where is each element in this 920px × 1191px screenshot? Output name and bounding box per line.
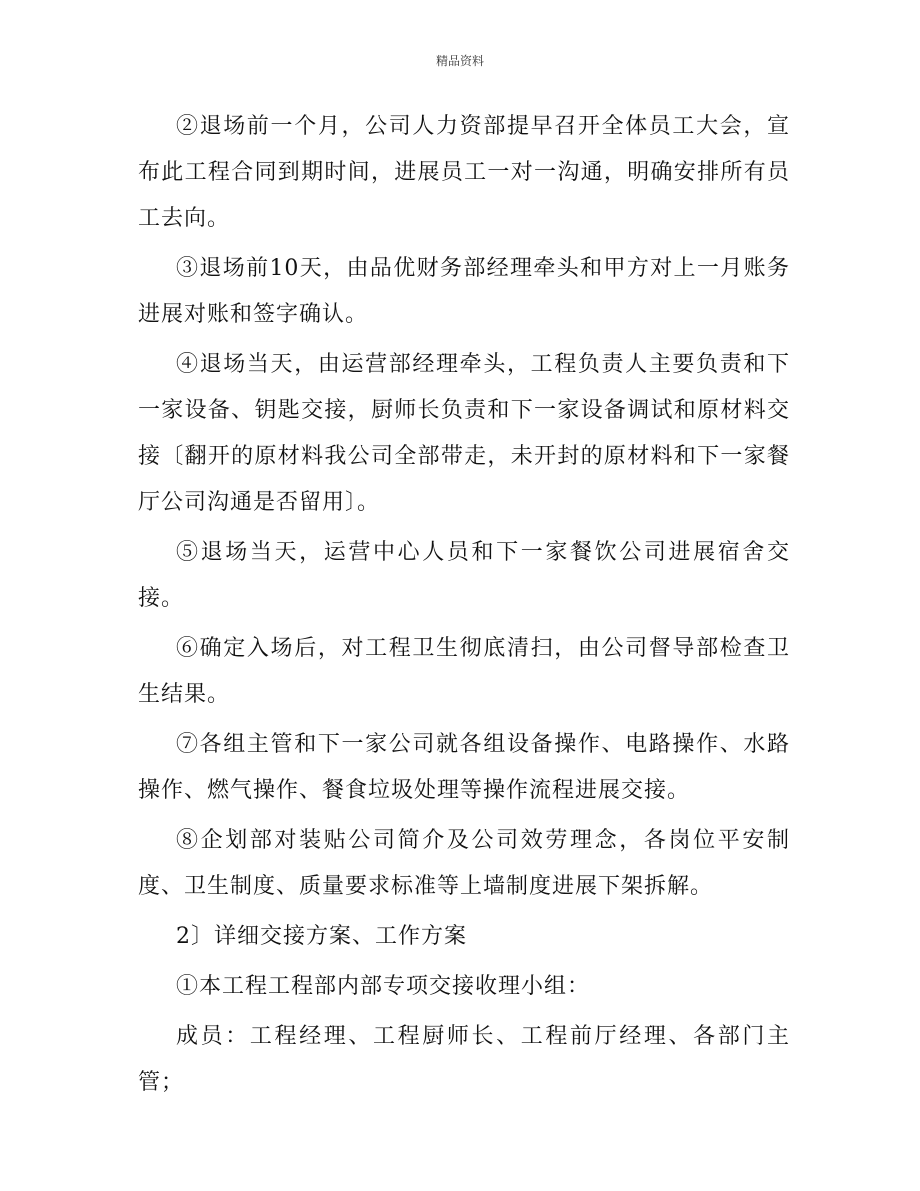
paragraph-planning-dismantle: ⑧企划部对装贴公司简介及公司效劳理念，各岗位平安制度、卫生制度、质量要求标准等上墙制度进展下架拆解。 [138,828,790,899]
paragraph-retreat-ten-days: ③退场前10天，由品优财务部经理牵头和甲方对上一月账务进展对账和签字确认。 [138,256,790,327]
document-body [138,104,790,1106]
paragraph-dormitory-handover: ⑤退场当天，运营中心人员和下一家餐饮公司进展宿舍交接。 [138,540,790,611]
paragraph-retreat-day-handover: ④退场当天，由运营部经理牵头，工程负责人主要负责和下一家设备、钥匙交接，厨师长负责和下一家设备调试和原材料交接〔翻开的原材料我公司全部带走，未开封的原材料和下一家餐厅公司沟通是否留用〕。 [138,352,790,515]
paragraph-retreat-one-month: ②退场前一个月，公司人力资部提早召开全体员工大会，宣布此工程合同到期时间，进展员工一对一沟通，明确安排所有员工去向。 [138,114,790,231]
paragraph-internal-team: ①本工程工程部内部专项交接收理小组： [176,974,591,999]
paragraph-operations-handover: ⑦各组主管和下一家公司就各组设备操作、电路操作、水路操作、燃气操作、餐食垃圾处理等操作流程进展交接。 [138,732,790,803]
paragraph-cleaning: ⑥确定入场后，对工程卫生彻底清扫，由公司督导部检查卫生结果。 [138,636,790,707]
page-header: 精品资料 [435,54,484,68]
paragraph-team-members: 成员：工程经理、工程厨师长、工程前厅经理、各部门主管； [138,1024,790,1095]
section-heading-detailed-plan: 2〕详细交接方案、工作方案 [176,924,467,949]
